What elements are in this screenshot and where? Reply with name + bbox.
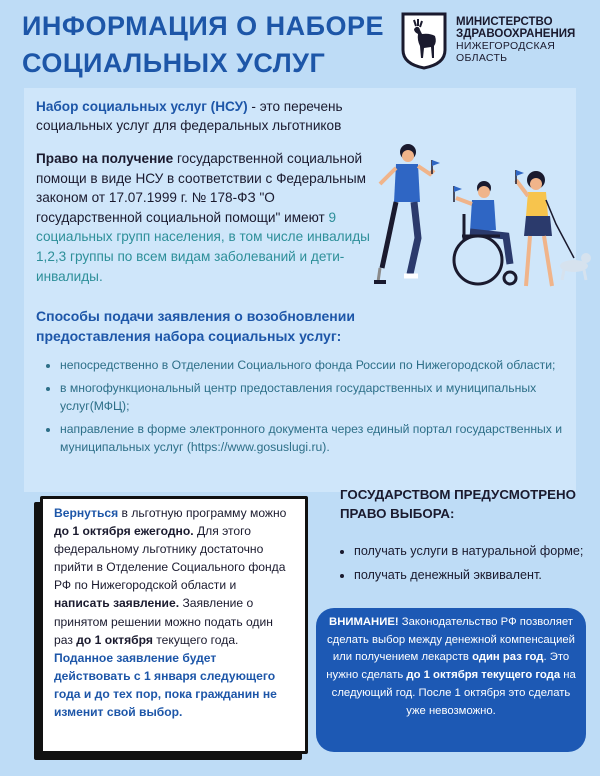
method-item: • в многофункциональный центр предоставления государственных и муниципальных услуг(МФЦ); <box>60 379 580 416</box>
ministry-line-1: МИНИСТЕРСТВО <box>456 16 553 28</box>
rights-paragraph <box>36 149 381 286</box>
attention-deadline: до 1 октября текущего года <box>406 669 561 682</box>
people-illustration <box>360 140 592 298</box>
attention-text-1: Законодательство РФ позволяет сделать выбор между денежной компенсацией или получением лекарств <box>327 616 575 664</box>
title-line-1: ИНФОРМАЦИЯ О НАБОРЕ <box>22 11 385 41</box>
choice-item: • получать денежный эквивалент. <box>354 566 600 585</box>
return-info-text <box>54 504 294 721</box>
return-deadline: до 1 октября ежегодно. <box>54 524 194 539</box>
method-item: • направление в форме электронного документа через единый портал государственных и муниципальных услуг (https://www.gosuslugi.ru). <box>60 420 580 457</box>
rights-groups: 9 социальных групп населения, в том числе инвалиды 1,2,3 группы по всем видам заболеваний и дети-инвалиды. <box>36 209 370 284</box>
choice-item: • получать услуги в натуральной форме; <box>354 542 600 561</box>
return-lead: Вернуться <box>54 506 119 520</box>
page-title <box>22 8 385 82</box>
attention-label: ВНИМАНИЕ! <box>329 616 399 628</box>
nsu-term: Набор социальных услуг (НСУ) <box>36 99 248 114</box>
choice-heading: ГОСУДАРСТВОМ ПРЕДУСМОТРЕНО ПРАВО ВЫБОРА: <box>340 487 576 521</box>
methods-heading: Способы подачи заявления о возобновлении предоставления набора социальных услуг: <box>36 308 355 344</box>
choice-list <box>330 542 600 589</box>
return-text-2: Для этого федеральному льготнику достаточно прийти в Отделение Социального фонда РФ по Нижегородской области и <box>54 524 286 593</box>
method-item: • непосредственно в Отделении Социального фонда России по Нижегородской области; <box>60 356 580 375</box>
nsu-definition: - это перечень социальных услуг для федеральных льготников <box>36 99 343 133</box>
region-line-1: НИЖЕГОРОДСКАЯ <box>456 40 556 52</box>
return-validity: Поданное заявление будет действовать с 1 января следующего года и до тех пор, пока гражданин не изменит свой выбор. <box>54 650 277 720</box>
methods-list <box>36 356 580 461</box>
attention-text-3: на следующий год. После 1 октября это сделать уже невозможно. <box>331 669 576 717</box>
return-text-1: в льготную программу можно <box>118 506 287 520</box>
rights-text: государственной социальной помощи в виде НСУ в соответствии с Федеральным законом от 17.07.1999 г. № 178-ФЗ "О государственной социальной помощи" имеют <box>36 151 366 225</box>
intro-paragraph <box>36 97 396 135</box>
ministry-line-2: ЗДРАВООХРАНЕНИЯ <box>456 28 576 40</box>
return-text-3: Заявление о принятом решении можно подать один раз <box>54 596 273 647</box>
ministry-name <box>456 16 596 64</box>
region-line-2: ОБЛАСТЬ <box>456 52 508 64</box>
return-deadline-2: до 1 октября <box>76 632 153 647</box>
return-action: написать заявление. <box>54 596 180 611</box>
title-line-2: СОЦИАЛЬНЫХ УСЛУГ <box>22 48 326 78</box>
attention-text-2: . Это нужно сделать <box>326 651 570 682</box>
attention-frequency: один раз год <box>472 651 544 664</box>
rights-lead: Право на получение <box>36 151 174 166</box>
deer-emblem-icon <box>400 12 448 70</box>
return-text-4: текущего года. <box>152 632 239 647</box>
attention-text <box>326 614 576 720</box>
